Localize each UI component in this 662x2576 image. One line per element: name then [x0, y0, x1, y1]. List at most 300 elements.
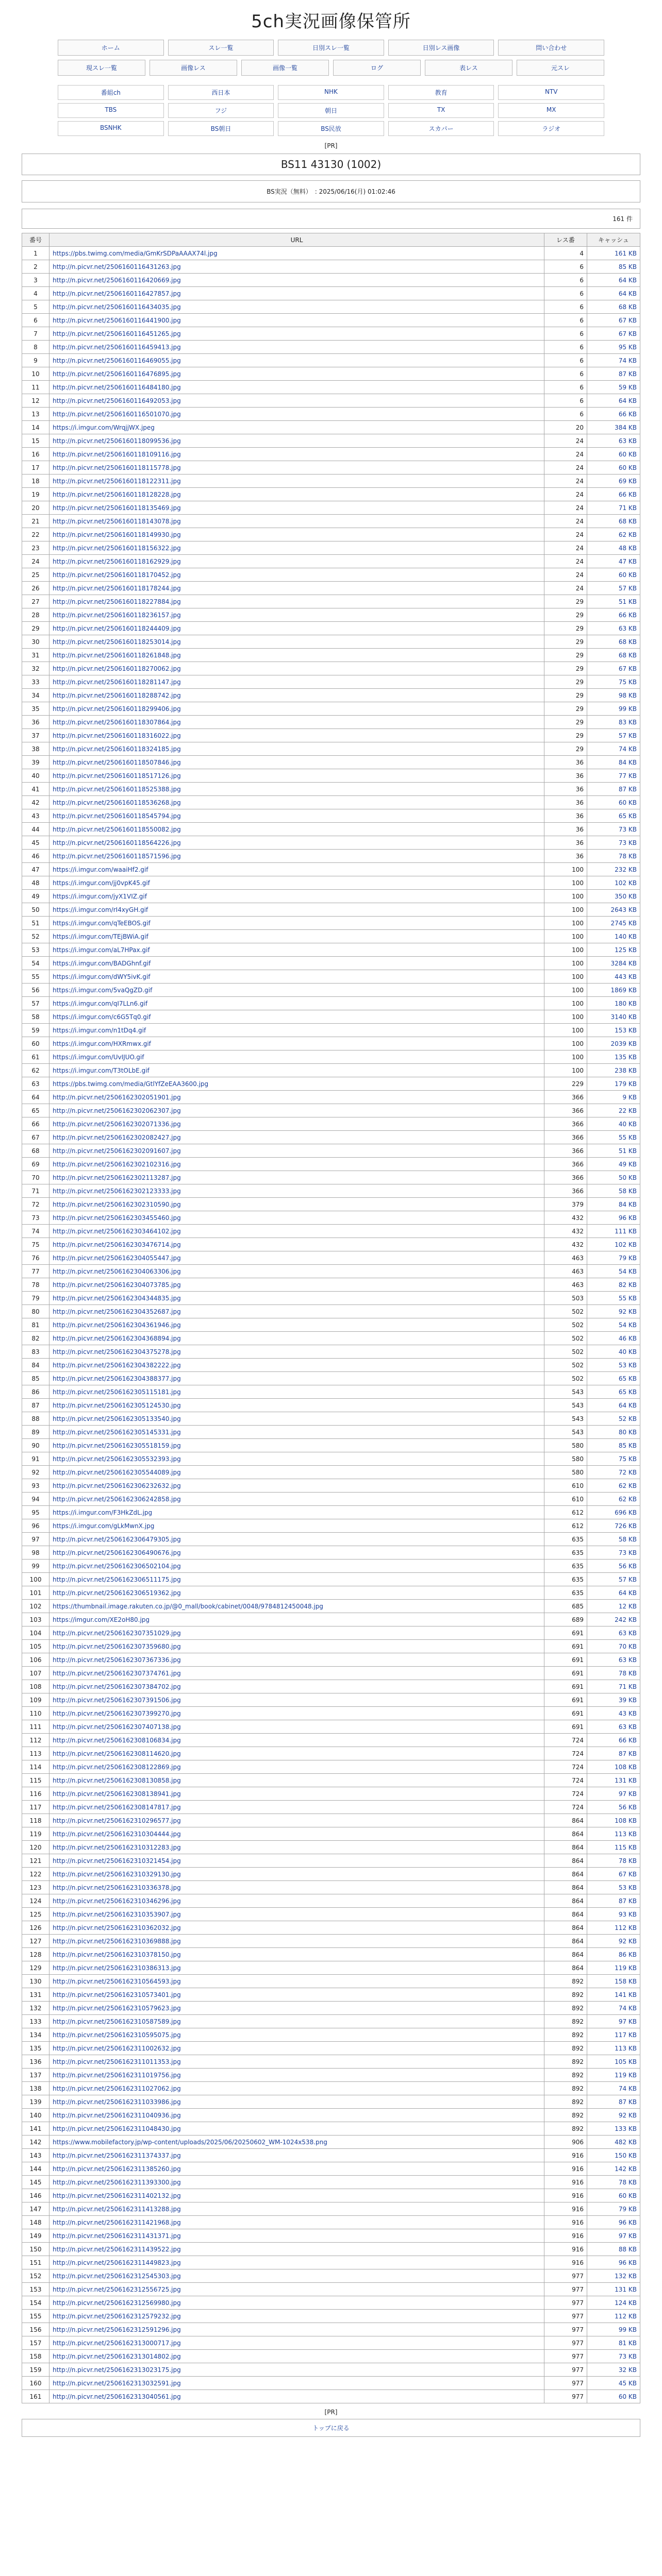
image-url-link[interactable]: https://imgur.com/XE2oH80.jpg: [53, 1616, 150, 1623]
cache-link[interactable]: 54 KB: [618, 1321, 637, 1329]
image-url-link[interactable]: http://n.picvr.net/2506162310321454.jpg: [53, 1857, 181, 1865]
image-url-link[interactable]: http://n.picvr.net/2506162308147817.jpg: [53, 1803, 181, 1811]
image-url-link[interactable]: http://n.picvr.net/2506160118253014.jpg: [53, 638, 181, 646]
image-url-link[interactable]: http://n.picvr.net/2506162302102316.jpg: [53, 1160, 181, 1168]
cache-link[interactable]: 142 KB: [615, 2165, 637, 2173]
cache-link[interactable]: 135 KB: [615, 1053, 637, 1061]
image-url-link[interactable]: https://i.imgur.com/gLkMwnX.jpg: [53, 1522, 155, 1530]
cache-link[interactable]: 96 KB: [618, 1214, 637, 1222]
back-to-top-link[interactable]: トップに戻る: [22, 2419, 640, 2437]
image-url-link[interactable]: http://n.picvr.net/2506162302123333.jpg: [53, 1187, 181, 1195]
cache-link[interactable]: 87 KB: [618, 370, 637, 378]
image-url-link[interactable]: http://n.picvr.net/2506162305133540.jpg: [53, 1415, 181, 1422]
image-url-link[interactable]: http://n.picvr.net/2506162313032591.jpg: [53, 2379, 181, 2387]
image-url-link[interactable]: https://i.imgur.com/n1tDq4.gif: [53, 1026, 146, 1034]
image-url-link[interactable]: http://n.picvr.net/2506162311413288.jpg: [53, 2205, 181, 2213]
cache-link[interactable]: 63 KB: [618, 437, 637, 445]
cache-link[interactable]: 64 KB: [618, 1401, 637, 1409]
image-url-link[interactable]: http://n.picvr.net/2506162302062307.jpg: [53, 1107, 181, 1114]
cache-link[interactable]: 67 KB: [618, 665, 637, 672]
image-url-link[interactable]: http://n.picvr.net/2506162308114620.jpg: [53, 1750, 181, 1757]
image-url-link[interactable]: http://n.picvr.net/2506160118536268.jpg: [53, 799, 181, 806]
image-url-link[interactable]: http://n.picvr.net/2506160116441900.jpg: [53, 316, 181, 324]
cache-link[interactable]: 87 KB: [618, 1897, 637, 1905]
cache-link[interactable]: 482 KB: [615, 2138, 637, 2146]
cache-link[interactable]: 51 KB: [618, 1147, 637, 1155]
cache-link[interactable]: 92 KB: [618, 1308, 637, 1315]
cache-link[interactable]: 74 KB: [618, 357, 637, 364]
cache-link[interactable]: 68 KB: [618, 651, 637, 659]
image-url-link[interactable]: http://n.picvr.net/2506162311431371.jpg: [53, 2232, 181, 2240]
cache-link[interactable]: 78 KB: [618, 852, 637, 860]
cache-link[interactable]: 72 KB: [618, 1468, 637, 1476]
nav-second-item[interactable]: 現スレ一覧: [58, 60, 145, 76]
cache-link[interactable]: 67 KB: [618, 330, 637, 337]
image-url-link[interactable]: http://n.picvr.net/2506162313023175.jpg: [53, 2366, 181, 2374]
image-url-link[interactable]: https://i.imgur.com/qTeEBOS.gif: [53, 919, 151, 927]
image-url-link[interactable]: https://i.imgur.com/TEjBWiA.gif: [53, 933, 148, 940]
cache-link[interactable]: 161 KB: [615, 249, 637, 257]
cache-link[interactable]: 102 KB: [615, 879, 637, 887]
cache-link[interactable]: 74 KB: [618, 745, 637, 753]
cache-link[interactable]: 32 KB: [618, 2366, 637, 2374]
cache-link[interactable]: 56 KB: [618, 1562, 637, 1570]
image-url-link[interactable]: http://n.picvr.net/2506162310353907.jpg: [53, 1910, 181, 1918]
image-url-link[interactable]: https://i.imgur.com/rI4xyGH.gif: [53, 906, 148, 913]
cache-link[interactable]: 58 KB: [618, 1187, 637, 1195]
cache-link[interactable]: 48 KB: [618, 544, 637, 552]
cache-link[interactable]: 45 KB: [618, 2379, 637, 2387]
cache-link[interactable]: 52 KB: [618, 1415, 637, 1422]
image-url-link[interactable]: http://n.picvr.net/2506162305532393.jpg: [53, 1455, 181, 1463]
image-url-link[interactable]: https://i.imgur.com/dWY5ivK.gif: [53, 973, 151, 980]
cache-link[interactable]: 78 KB: [618, 1669, 637, 1677]
image-url-link[interactable]: http://n.picvr.net/2506162305124530.jpg: [53, 1401, 181, 1409]
image-url-link[interactable]: http://n.picvr.net/2506162307391506.jpg: [53, 1696, 181, 1704]
cache-link[interactable]: 43 KB: [618, 1709, 637, 1717]
image-url-link[interactable]: http://n.picvr.net/2506160118525388.jpg: [53, 785, 181, 793]
board-link[interactable]: 西日本: [168, 85, 274, 100]
cache-link[interactable]: 77 KB: [618, 772, 637, 779]
image-url-link[interactable]: http://n.picvr.net/2506162302113287.jpg: [53, 1174, 181, 1181]
image-url-link[interactable]: http://n.picvr.net/2506160116492053.jpg: [53, 397, 181, 404]
cache-link[interactable]: 47 KB: [618, 557, 637, 565]
cache-link[interactable]: 65 KB: [618, 1375, 637, 1382]
image-url-link[interactable]: http://n.picvr.net/2506162303464102.jpg: [53, 1227, 181, 1235]
cache-link[interactable]: 67 KB: [618, 1870, 637, 1878]
cache-link[interactable]: 112 KB: [615, 1924, 637, 1931]
image-url-link[interactable]: http://n.picvr.net/2506160118571596.jpg: [53, 852, 181, 860]
cache-link[interactable]: 53 KB: [618, 1884, 637, 1891]
cache-link[interactable]: 3140 KB: [610, 1013, 637, 1021]
image-url-link[interactable]: http://n.picvr.net/2506162310378150.jpg: [53, 1951, 181, 1958]
cache-link[interactable]: 62 KB: [618, 1482, 637, 1489]
image-url-link[interactable]: http://n.picvr.net/2506162310587589.jpg: [53, 2018, 181, 2025]
image-url-link[interactable]: http://n.picvr.net/2506162308138941.jpg: [53, 1790, 181, 1798]
image-url-link[interactable]: http://n.picvr.net/2506162311011353.jpg: [53, 2058, 181, 2065]
image-url-link[interactable]: http://n.picvr.net/2506162306502104.jpg: [53, 1562, 181, 1570]
image-url-link[interactable]: http://n.picvr.net/2506162306479305.jpg: [53, 1535, 181, 1543]
image-url-link[interactable]: http://n.picvr.net/2506162304368894.jpg: [53, 1334, 181, 1342]
image-url-link[interactable]: http://n.picvr.net/2506162303455460.jpg: [53, 1214, 181, 1222]
image-url-link[interactable]: http://n.picvr.net/2506162310346296.jpg: [53, 1897, 181, 1905]
cache-link[interactable]: 2745 KB: [610, 919, 637, 927]
image-url-link[interactable]: https://www.mobilefactory.jp/wp-content/uploads/2025/06/20250602_WM-1024x538.png: [53, 2138, 327, 2146]
image-url-link[interactable]: http://n.picvr.net/2506162306232632.jpg: [53, 1482, 181, 1489]
cache-link[interactable]: 73 KB: [618, 2352, 637, 2360]
image-url-link[interactable]: http://n.picvr.net/2506162304352687.jpg: [53, 1308, 181, 1315]
board-link[interactable]: NTV: [498, 85, 604, 100]
image-url-link[interactable]: http://n.picvr.net/2506160118270062.jpg: [53, 665, 181, 672]
cache-link[interactable]: 153 KB: [615, 1026, 637, 1034]
image-url-link[interactable]: http://n.picvr.net/2506162307407138.jpg: [53, 1723, 181, 1731]
cache-link[interactable]: 111 KB: [615, 1227, 637, 1235]
cache-link[interactable]: 46 KB: [618, 1334, 637, 1342]
cache-link[interactable]: 98 KB: [618, 691, 637, 699]
image-url-link[interactable]: http://n.picvr.net/2506162311048430.jpg: [53, 2125, 181, 2132]
nav-second-item[interactable]: ログ: [333, 60, 421, 76]
image-url-link[interactable]: http://n.picvr.net/2506160116484180.jpg: [53, 383, 181, 391]
image-url-link[interactable]: https://i.imgur.com/HXRmwx.gif: [53, 1040, 151, 1047]
cache-link[interactable]: 108 KB: [615, 1817, 637, 1824]
cache-link[interactable]: 51 KB: [618, 598, 637, 605]
cache-link[interactable]: 2039 KB: [610, 1040, 637, 1047]
cache-link[interactable]: 78 KB: [618, 2178, 637, 2186]
image-url-link[interactable]: http://n.picvr.net/2506162310564593.jpg: [53, 1977, 181, 1985]
image-url-link[interactable]: http://n.picvr.net/2506160116469055.jpg: [53, 357, 181, 364]
nav-second-item[interactable]: 表レス: [425, 60, 512, 76]
cache-link[interactable]: 96 KB: [618, 2259, 637, 2266]
image-url-link[interactable]: http://n.picvr.net/2506160116431263.jpg: [53, 263, 181, 270]
cache-link[interactable]: 50 KB: [618, 1174, 637, 1181]
image-url-link[interactable]: http://n.picvr.net/2506162305115181.jpg: [53, 1388, 181, 1396]
image-url-link[interactable]: http://n.picvr.net/2506162310386313.jpg: [53, 1964, 181, 1972]
cache-link[interactable]: 179 KB: [615, 1080, 637, 1088]
image-url-link[interactable]: http://n.picvr.net/2506162310312283.jpg: [53, 1843, 181, 1851]
image-url-link[interactable]: http://n.picvr.net/2506162306519362.jpg: [53, 1589, 181, 1597]
cache-link[interactable]: 79 KB: [618, 1254, 637, 1262]
image-url-link[interactable]: http://n.picvr.net/2506162310579623.jpg: [53, 2004, 181, 2012]
nav-second-item[interactable]: 元スレ: [517, 60, 604, 76]
cache-link[interactable]: 78 KB: [618, 1857, 637, 1865]
image-url-link[interactable]: http://n.picvr.net/2506160118261848.jpg: [53, 651, 181, 659]
cache-link[interactable]: 180 KB: [615, 999, 637, 1007]
board-link[interactable]: 教育: [388, 85, 494, 100]
image-url-link[interactable]: http://n.picvr.net/2506162310362032.jpg: [53, 1924, 181, 1931]
image-url-link[interactable]: http://n.picvr.net/2506162304375278.jpg: [53, 1348, 181, 1355]
image-url-link[interactable]: http://n.picvr.net/2506162306490676.jpg: [53, 1549, 181, 1556]
image-url-link[interactable]: http://n.picvr.net/2506162312569980.jpg: [53, 2299, 181, 2307]
image-url-link[interactable]: http://n.picvr.net/2506162311033986.jpg: [53, 2098, 181, 2106]
image-url-link[interactable]: https://i.imgur.com/waaiHf2.gif: [53, 866, 148, 873]
cache-link[interactable]: 40 KB: [618, 1348, 637, 1355]
image-url-link[interactable]: http://n.picvr.net/2506162307384702.jpg: [53, 1683, 181, 1690]
image-url-link[interactable]: http://n.picvr.net/2506160116427857.jpg: [53, 290, 181, 297]
nav-top-item[interactable]: ホーム: [58, 40, 164, 56]
image-url-link[interactable]: http://n.picvr.net/2506160118517126.jpg: [53, 772, 181, 779]
image-url-link[interactable]: http://n.picvr.net/2506162308130858.jpg: [53, 1776, 181, 1784]
cache-link[interactable]: 64 KB: [618, 397, 637, 404]
cache-link[interactable]: 87 KB: [618, 2098, 637, 2106]
cache-link[interactable]: 60 KB: [618, 2393, 637, 2400]
cache-link[interactable]: 84 KB: [618, 1200, 637, 1208]
cache-link[interactable]: 132 KB: [615, 2272, 637, 2280]
cache-link[interactable]: 68 KB: [618, 638, 637, 646]
image-url-link[interactable]: http://n.picvr.net/2506160118227884.jpg: [53, 598, 181, 605]
nav-second-item[interactable]: 画像レス: [150, 60, 237, 76]
image-url-link[interactable]: http://n.picvr.net/2506162304055447.jpg: [53, 1254, 181, 1262]
cache-link[interactable]: 39 KB: [618, 1696, 637, 1704]
image-url-link[interactable]: http://n.picvr.net/2506162307374761.jpg: [53, 1669, 181, 1677]
image-url-link[interactable]: http://n.picvr.net/2506160118299406.jpg: [53, 705, 181, 713]
cache-link[interactable]: 65 KB: [618, 1388, 637, 1396]
cache-link[interactable]: 54 KB: [618, 1267, 637, 1275]
image-url-link[interactable]: http://n.picvr.net/2506160118307864.jpg: [53, 718, 181, 726]
cache-link[interactable]: 60 KB: [618, 2192, 637, 2199]
image-url-link[interactable]: http://n.picvr.net/2506160118281147.jpg: [53, 678, 181, 686]
image-url-link[interactable]: http://n.picvr.net/2506162304344835.jpg: [53, 1294, 181, 1302]
image-url-link[interactable]: http://n.picvr.net/2506162311402132.jpg: [53, 2192, 181, 2199]
cache-link[interactable]: 62 KB: [618, 531, 637, 538]
image-url-link[interactable]: https://i.imgur.com/T3tOLbE.gif: [53, 1066, 150, 1074]
image-url-link[interactable]: http://n.picvr.net/2506162305145331.jpg: [53, 1428, 181, 1436]
cache-link[interactable]: 108 KB: [615, 1763, 637, 1771]
cache-link[interactable]: 82 KB: [618, 1281, 637, 1289]
cache-link[interactable]: 64 KB: [618, 290, 637, 297]
cache-link[interactable]: 102 KB: [615, 1241, 637, 1248]
image-url-link[interactable]: http://n.picvr.net/2506162304073785.jpg: [53, 1281, 181, 1289]
cache-link[interactable]: 81 KB: [618, 2339, 637, 2347]
cache-link[interactable]: 64 KB: [618, 276, 637, 284]
cache-link[interactable]: 73 KB: [618, 839, 637, 846]
image-url-link[interactable]: https://i.imgur.com/jyX1VIZ.gif: [53, 892, 147, 900]
cache-link[interactable]: 112 KB: [615, 2312, 637, 2320]
cache-link[interactable]: 69 KB: [618, 477, 637, 485]
nav-top-item[interactable]: スレ一覧: [168, 40, 274, 56]
cache-link[interactable]: 86 KB: [618, 1951, 637, 1958]
cache-link[interactable]: 2643 KB: [610, 906, 637, 913]
board-link[interactable]: BS民放: [278, 121, 384, 136]
image-url-link[interactable]: http://n.picvr.net/2506162313000717.jpg: [53, 2339, 181, 2347]
image-url-link[interactable]: http://n.picvr.net/2506162307351029.jpg: [53, 1629, 181, 1637]
cache-link[interactable]: 242 KB: [615, 1616, 637, 1623]
cache-link[interactable]: 68 KB: [618, 303, 637, 311]
image-url-link[interactable]: http://n.picvr.net/2506160118545794.jpg: [53, 812, 181, 820]
cache-link[interactable]: 60 KB: [618, 450, 637, 458]
cache-link[interactable]: 74 KB: [618, 2084, 637, 2092]
image-url-link[interactable]: http://n.picvr.net/2506162312545303.jpg: [53, 2272, 181, 2280]
image-url-link[interactable]: http://n.picvr.net/2506160118143078.jpg: [53, 517, 181, 525]
cache-link[interactable]: 56 KB: [618, 1803, 637, 1811]
image-url-link[interactable]: http://n.picvr.net/2506160116501070.jpg: [53, 410, 181, 418]
image-url-link[interactable]: http://n.picvr.net/2506162311421968.jpg: [53, 2218, 181, 2226]
cache-link[interactable]: 97 KB: [618, 2232, 637, 2240]
image-url-link[interactable]: http://n.picvr.net/2506160118122311.jpg: [53, 477, 181, 485]
image-url-link[interactable]: http://n.picvr.net/2506160118236157.jpg: [53, 611, 181, 619]
cache-link[interactable]: 443 KB: [615, 973, 637, 980]
image-url-link[interactable]: https://pbs.twimg.com/media/GtlYfZeEAA3600.jpg: [53, 1080, 209, 1088]
image-url-link[interactable]: http://n.picvr.net/2506162307367336.jpg: [53, 1656, 181, 1664]
image-url-link[interactable]: http://n.picvr.net/2506162311040936.jpg: [53, 2111, 181, 2119]
cache-link[interactable]: 73 KB: [618, 825, 637, 833]
image-url-link[interactable]: http://n.picvr.net/2506162311374337.jpg: [53, 2151, 181, 2159]
image-url-link[interactable]: http://n.picvr.net/2506162306242858.jpg: [53, 1495, 181, 1503]
image-url-link[interactable]: http://n.picvr.net/2506160118170452.jpg: [53, 571, 181, 579]
image-url-link[interactable]: http://n.picvr.net/2506162302091607.jpg: [53, 1147, 181, 1155]
cache-link[interactable]: 65 KB: [618, 812, 637, 820]
image-url-link[interactable]: http://n.picvr.net/2506162310336378.jpg: [53, 1884, 181, 1891]
cache-link[interactable]: 92 KB: [618, 2111, 637, 2119]
image-url-link[interactable]: http://n.picvr.net/2506162310296577.jpg: [53, 1817, 181, 1824]
cache-link[interactable]: 55 KB: [618, 1133, 637, 1141]
cache-link[interactable]: 75 KB: [618, 1455, 637, 1463]
image-url-link[interactable]: http://n.picvr.net/2506160118507846.jpg: [53, 758, 181, 766]
cache-link[interactable]: 238 KB: [615, 1066, 637, 1074]
board-link[interactable]: TX: [388, 103, 494, 118]
cache-link[interactable]: 115 KB: [615, 1843, 637, 1851]
cache-link[interactable]: 97 KB: [618, 1790, 637, 1798]
cache-link[interactable]: 3284 KB: [610, 959, 637, 967]
image-url-link[interactable]: http://n.picvr.net/2506160118135469.jpg: [53, 504, 181, 512]
cache-link[interactable]: 58 KB: [618, 1535, 637, 1543]
cache-link[interactable]: 59 KB: [618, 383, 637, 391]
cache-link[interactable]: 67 KB: [618, 316, 637, 324]
image-url-link[interactable]: http://n.picvr.net/2506160116476895.jpg: [53, 370, 181, 378]
image-url-link[interactable]: http://n.picvr.net/2506162302051901.jpg: [53, 1093, 181, 1101]
image-url-link[interactable]: http://n.picvr.net/2506160118128228.jpg: [53, 490, 181, 498]
image-url-link[interactable]: http://n.picvr.net/2506162308122869.jpg: [53, 1763, 181, 1771]
cache-link[interactable]: 71 KB: [618, 504, 637, 512]
cache-link[interactable]: 92 KB: [618, 1937, 637, 1945]
board-link[interactable]: MX: [498, 103, 604, 118]
cache-link[interactable]: 125 KB: [615, 946, 637, 954]
image-url-link[interactable]: https://thumbnail.image.rakuten.co.jp/@0_mall/book/cabinet/0048/9784812450048.jpg: [53, 1602, 323, 1610]
cache-link[interactable]: 12 KB: [618, 1602, 637, 1610]
cache-link[interactable]: 99 KB: [618, 2326, 637, 2333]
image-url-link[interactable]: http://n.picvr.net/2506160116420669.jpg: [53, 276, 181, 284]
cache-link[interactable]: 105 KB: [615, 2058, 637, 2065]
board-link[interactable]: BS朝日: [168, 121, 274, 136]
image-url-link[interactable]: http://n.picvr.net/2506160116459413.jpg: [53, 343, 181, 351]
cache-link[interactable]: 93 KB: [618, 1910, 637, 1918]
cache-link[interactable]: 350 KB: [615, 892, 637, 900]
image-url-link[interactable]: http://n.picvr.net/2506162310329130.jpg: [53, 1870, 181, 1878]
cache-link[interactable]: 53 KB: [618, 1361, 637, 1369]
cache-link[interactable]: 140 KB: [615, 933, 637, 940]
cache-link[interactable]: 696 KB: [615, 1509, 637, 1516]
image-url-link[interactable]: http://n.picvr.net/2506162311027062.jpg: [53, 2084, 181, 2092]
image-url-link[interactable]: http://n.picvr.net/2506162311002632.jpg: [53, 2044, 181, 2052]
cache-link[interactable]: 84 KB: [618, 758, 637, 766]
cache-link[interactable]: 63 KB: [618, 1656, 637, 1664]
cache-link[interactable]: 57 KB: [618, 1575, 637, 1583]
image-url-link[interactable]: http://n.picvr.net/2506160118550082.jpg: [53, 825, 181, 833]
image-url-link[interactable]: http://n.picvr.net/2506162302310590.jpg: [53, 1200, 181, 1208]
cache-link[interactable]: 232 KB: [615, 866, 637, 873]
cache-link[interactable]: 150 KB: [615, 2151, 637, 2159]
cache-link[interactable]: 60 KB: [618, 799, 637, 806]
image-url-link[interactable]: http://n.picvr.net/2506162304388377.jpg: [53, 1375, 181, 1382]
image-url-link[interactable]: http://n.picvr.net/2506162311385260.jpg: [53, 2165, 181, 2173]
cache-link[interactable]: 124 KB: [615, 2299, 637, 2307]
cache-link[interactable]: 726 KB: [615, 1522, 637, 1530]
image-url-link[interactable]: http://n.picvr.net/2506160118115778.jpg: [53, 464, 181, 471]
cache-link[interactable]: 96 KB: [618, 2218, 637, 2226]
cache-link[interactable]: 117 KB: [615, 2031, 637, 2039]
nav-second-item[interactable]: 画像一覧: [241, 60, 329, 76]
image-url-link[interactable]: http://n.picvr.net/2506162311019756.jpg: [53, 2071, 181, 2079]
cache-link[interactable]: 85 KB: [618, 263, 637, 270]
image-url-link[interactable]: https://i.imgur.com/qI7LLn6.gif: [53, 999, 148, 1007]
image-url-link[interactable]: http://n.picvr.net/2506160118324185.jpg: [53, 745, 181, 753]
image-url-link[interactable]: https://i.imgur.com/aL7HPax.gif: [53, 946, 150, 954]
cache-link[interactable]: 66 KB: [618, 611, 637, 619]
image-url-link[interactable]: https://i.imgur.com/BADGhnf.gif: [53, 959, 151, 967]
image-url-link[interactable]: http://n.picvr.net/2506162305544089.jpg: [53, 1468, 181, 1476]
cache-link[interactable]: 75 KB: [618, 678, 637, 686]
image-url-link[interactable]: http://n.picvr.net/2506160118156322.jpg: [53, 544, 181, 552]
image-url-link[interactable]: http://n.picvr.net/2506162307399270.jpg: [53, 1709, 181, 1717]
cache-link[interactable]: 113 KB: [615, 2044, 637, 2052]
board-link[interactable]: スカパー: [388, 121, 494, 136]
cache-link[interactable]: 83 KB: [618, 718, 637, 726]
nav-top-item[interactable]: 日別レス画像: [388, 40, 494, 56]
board-link[interactable]: NHK: [278, 85, 384, 100]
image-url-link[interactable]: https://i.imgur.com/c6G5Tq0.gif: [53, 1013, 151, 1021]
cache-link[interactable]: 63 KB: [618, 1723, 637, 1731]
image-url-link[interactable]: http://n.picvr.net/2506160118178244.jpg: [53, 584, 181, 592]
cache-link[interactable]: 57 KB: [618, 732, 637, 739]
image-url-link[interactable]: http://n.picvr.net/2506162305518159.jpg: [53, 1442, 181, 1449]
cache-link[interactable]: 119 KB: [615, 1964, 637, 1972]
image-url-link[interactable]: https://pbs.twimg.com/media/GmKrSDPaAAAX74l.jpg: [53, 249, 218, 257]
cache-link[interactable]: 40 KB: [618, 1120, 637, 1128]
image-url-link[interactable]: http://n.picvr.net/2506162308106834.jpg: [53, 1736, 181, 1744]
image-url-link[interactable]: http://n.picvr.net/2506162312556725.jpg: [53, 2285, 181, 2293]
cache-link[interactable]: 49 KB: [618, 1160, 637, 1168]
cache-link[interactable]: 63 KB: [618, 1629, 637, 1637]
image-url-link[interactable]: http://n.picvr.net/2506160118099536.jpg: [53, 437, 181, 445]
image-url-link[interactable]: http://n.picvr.net/2506160116451265.jpg: [53, 330, 181, 337]
nav-top-item[interactable]: 問い合わせ: [498, 40, 604, 56]
image-url-link[interactable]: http://n.picvr.net/2506162307359680.jpg: [53, 1642, 181, 1650]
cache-link[interactable]: 66 KB: [618, 410, 637, 418]
image-url-link[interactable]: http://n.picvr.net/2506162310369888.jpg: [53, 1937, 181, 1945]
image-url-link[interactable]: https://i.imgur.com/F3HkZdL.jpg: [53, 1509, 153, 1516]
board-link[interactable]: フジ: [168, 103, 274, 118]
image-url-link[interactable]: https://i.imgur.com/WrqjjWX.jpeg: [53, 423, 155, 431]
cache-link[interactable]: 158 KB: [615, 1977, 637, 1985]
cache-link[interactable]: 95 KB: [618, 343, 637, 351]
image-url-link[interactable]: https://i.imgur.com/jj0vpK45.gif: [53, 879, 150, 887]
image-url-link[interactable]: http://n.picvr.net/2506160118162929.jpg: [53, 557, 181, 565]
cache-link[interactable]: 1869 KB: [610, 986, 637, 994]
cache-link[interactable]: 71 KB: [618, 1683, 637, 1690]
image-url-link[interactable]: http://n.picvr.net/2506162303476714.jpg: [53, 1241, 181, 1248]
image-url-link[interactable]: http://n.picvr.net/2506160118149930.jpg: [53, 531, 181, 538]
board-link[interactable]: BSNHK: [58, 121, 164, 136]
image-url-link[interactable]: https://i.imgur.com/UvIJUO.gif: [53, 1053, 144, 1061]
image-url-link[interactable]: http://n.picvr.net/2506162304382222.jpg: [53, 1361, 181, 1369]
image-url-link[interactable]: http://n.picvr.net/2506160118564226.jpg: [53, 839, 181, 846]
cache-link[interactable]: 55 KB: [618, 1294, 637, 1302]
image-url-link[interactable]: http://n.picvr.net/2506160118288742.jpg: [53, 691, 181, 699]
cache-link[interactable]: 9 KB: [622, 1093, 637, 1101]
image-url-link[interactable]: http://n.picvr.net/2506160118244409.jpg: [53, 624, 181, 632]
cache-link[interactable]: 66 KB: [618, 490, 637, 498]
cache-link[interactable]: 57 KB: [618, 584, 637, 592]
image-url-link[interactable]: http://n.picvr.net/2506162304361946.jpg: [53, 1321, 181, 1329]
